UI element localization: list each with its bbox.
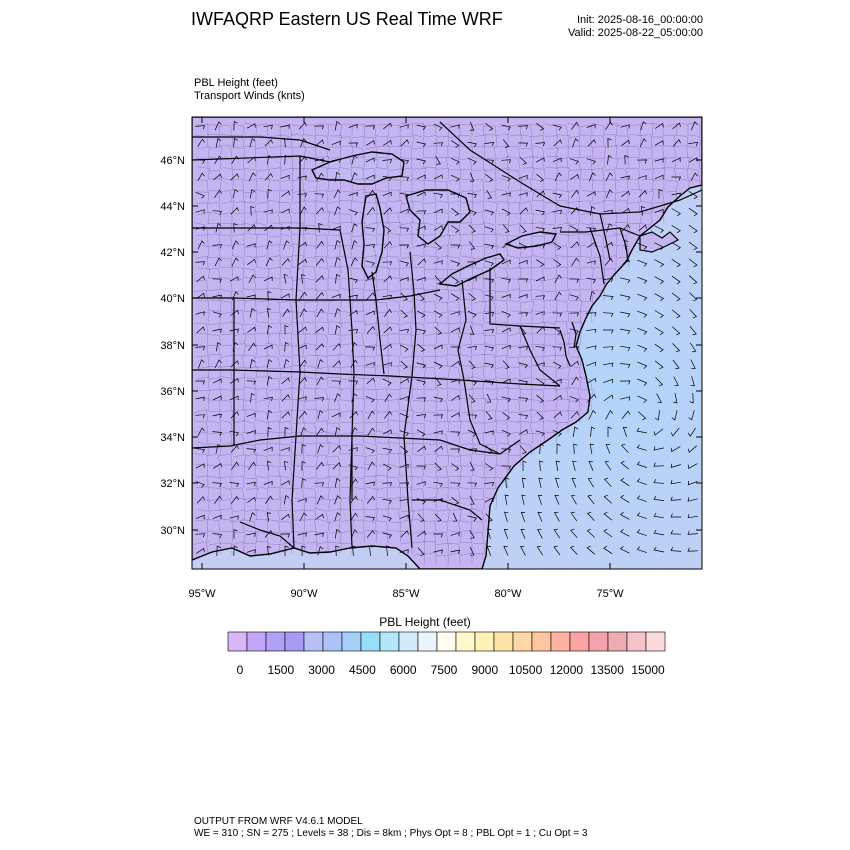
colorbar-swatch bbox=[418, 632, 437, 651]
colorbar-swatch bbox=[475, 632, 494, 651]
lat-label: 40°N bbox=[160, 293, 185, 305]
colorbar-swatch bbox=[456, 632, 475, 651]
colorbar-swatch bbox=[494, 632, 513, 651]
colorbar-title: PBL Height (feet) bbox=[379, 615, 471, 629]
colorbar-label: 15000 bbox=[631, 663, 665, 677]
lat-label: 44°N bbox=[160, 201, 185, 213]
lon-label: 85°W bbox=[392, 588, 420, 600]
longitude-labels bbox=[188, 588, 624, 600]
colorbar-swatch bbox=[399, 632, 418, 651]
valid-time: Valid: 2025-08-22_05:00:00 bbox=[568, 27, 703, 39]
lat-label: 36°N bbox=[160, 386, 185, 398]
colorbar-label: 9000 bbox=[471, 663, 499, 677]
latitude-labels bbox=[160, 155, 185, 537]
colorbar-swatch bbox=[646, 632, 665, 651]
colorbar-label: 7500 bbox=[430, 663, 458, 677]
colorbar-swatch bbox=[437, 632, 456, 651]
colorbar-swatch bbox=[342, 632, 361, 651]
lat-label: 32°N bbox=[160, 478, 185, 490]
colorbar-label: 12000 bbox=[549, 663, 584, 677]
model-config: WE = 310 ; SN = 275 ; Levels = 38 ; Dis = 8km ; Phys Opt = 8 ; PBL Opt = 1 ; Cu Opt = 3 bbox=[194, 828, 588, 839]
colorbar-label: 1500 bbox=[267, 663, 295, 677]
lat-label: 46°N bbox=[160, 155, 185, 167]
lon-label: 75°W bbox=[596, 588, 624, 600]
colorbar-swatch bbox=[247, 632, 266, 651]
colorbar-swatch bbox=[228, 632, 247, 651]
plot-title: IWFAQRP Eastern US Real Time WRF bbox=[191, 9, 503, 29]
map-plot-area bbox=[192, 117, 702, 569]
transport-winds-label: Transport Winds (knts) bbox=[194, 90, 305, 102]
lon-label: 80°W bbox=[494, 588, 522, 600]
init-time: Init: 2025-08-16_00:00:00 bbox=[577, 14, 703, 26]
colorbar-label: 0 bbox=[236, 663, 244, 677]
colorbar-label: 4500 bbox=[349, 663, 376, 677]
colorbar-label: 6000 bbox=[389, 663, 417, 677]
colorbar-label: 3000 bbox=[308, 663, 335, 677]
model-version: OUTPUT FROM WRF V4.6.1 MODEL bbox=[194, 816, 363, 827]
lat-label: 34°N bbox=[160, 432, 185, 444]
colorbar-swatch bbox=[304, 632, 323, 651]
pbl-height-label: PBL Height (feet) bbox=[194, 77, 278, 89]
colorbar-swatch bbox=[323, 632, 342, 651]
colorbar-swatch bbox=[361, 632, 380, 651]
colorbar-label: 10500 bbox=[508, 663, 543, 677]
colorbar-swatch bbox=[608, 632, 627, 651]
colorbar-swatch bbox=[380, 632, 399, 651]
lat-label: 38°N bbox=[160, 340, 185, 352]
colorbar bbox=[228, 632, 665, 651]
colorbar-label: 13500 bbox=[590, 663, 624, 677]
colorbar-swatch bbox=[627, 632, 646, 651]
lat-label: 42°N bbox=[160, 247, 185, 259]
colorbar-swatch bbox=[551, 632, 570, 651]
lon-label: 95°W bbox=[188, 588, 216, 600]
colorbar-swatch bbox=[570, 632, 589, 651]
colorbar-swatch bbox=[513, 632, 532, 651]
lat-label: 30°N bbox=[160, 525, 185, 537]
lon-label: 90°W bbox=[290, 588, 318, 600]
colorbar-labels bbox=[237, 663, 665, 677]
colorbar-swatch bbox=[589, 632, 608, 651]
model-footer bbox=[194, 816, 587, 840]
colorbar-swatch bbox=[266, 632, 285, 651]
colorbar-swatch bbox=[285, 632, 304, 651]
colorbar-swatch bbox=[532, 632, 551, 651]
